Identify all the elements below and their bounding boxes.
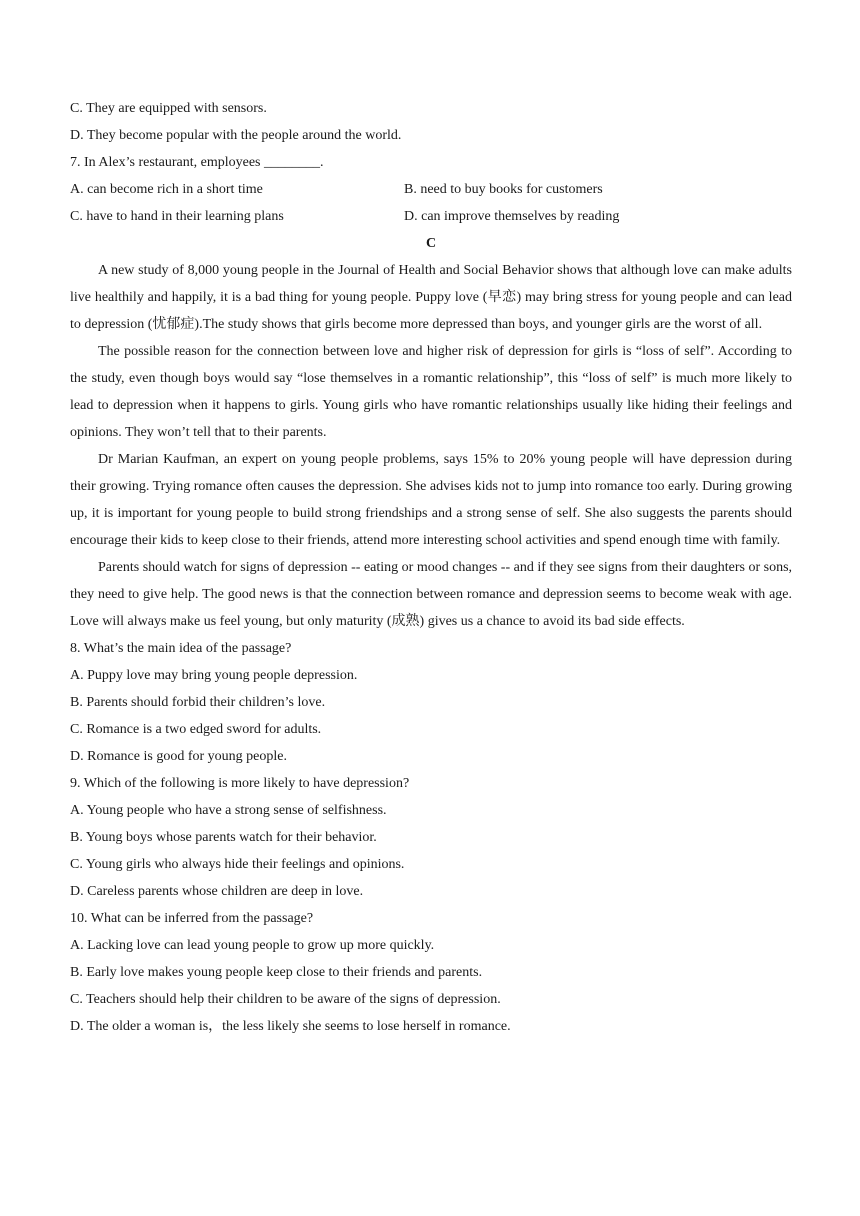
q7-option-c: C. have to hand in their learning plans <box>70 209 284 224</box>
q8-option-b: B. Parents should forbid their children’s love. <box>70 695 326 710</box>
section-c-heading: C <box>425 236 437 251</box>
q9-option-a: A. Young people who have a strong sense of selfishness. <box>70 803 387 818</box>
document-page <box>70 95 792 1040</box>
passage-paragraph-1: A new study of 8,000 young people in the Journal of Health and Social Behavior shows that although love can make adults live healthily and happily, it is a bad thing for young people. Puppy love (早恋) may bring stress for young people and can lead to depression (忧郁症).The study shows that girls become more depressed than boys, and younger girls are the worst of all. <box>70 263 792 332</box>
q7-option-a: A. can become rich in a short time <box>70 182 263 197</box>
q10-option-a: A. Lacking love can lead young people to grow up more quickly. <box>70 938 435 953</box>
q7-question: 7. In Alex’s restaurant, employees ________. <box>70 155 324 170</box>
q9-question: 9. Which of the following is more likely to have depression? <box>70 776 410 791</box>
q6-option-c: C. They are equipped with sensors. <box>70 101 267 116</box>
q8-option-d: D. Romance is good for young people. <box>70 749 287 764</box>
q8-option-a: A. Puppy love may bring young people depression. <box>70 668 358 683</box>
q9-option-b: B. Young boys whose parents watch for their behavior. <box>70 830 377 845</box>
q10-question: 10. What can be inferred from the passage? <box>70 911 314 926</box>
q7-options-row-1 <box>70 176 792 203</box>
q9-option-d: D. Careless parents whose children are deep in love. <box>70 884 364 899</box>
passage-paragraph-3: Dr Marian Kaufman, an expert on young people problems, says 15% to 20% young people will have depression during their growing. Trying romance often causes the depression. She advises kids not to jump into romance too early. During growing up, it is important for young people to build strong friendships and a strong sense of self. She also suggests the parents should encourage their kids to keep close to their friends, attend more interesting school activities and spend enough time with family. <box>70 452 792 548</box>
q10-option-b: B. Early love makes young people keep close to their friends and parents. <box>70 965 483 980</box>
q8-question: 8. What’s the main idea of the passage? <box>70 641 292 656</box>
q9-option-c: C. Young girls who always hide their feelings and opinions. <box>70 857 405 872</box>
q6-option-d: D. They become popular with the people around the world. <box>70 128 402 143</box>
passage-paragraph-4: Parents should watch for signs of depression -- eating or mood changes -- and if they see signs from their daughters or sons, they need to give help. The good news is that the connection between romance and depression seems to become weak with age. Love will always make us feel young, but only maturity (成熟) gives us a chance to avoid its bad side effects. <box>70 560 793 629</box>
q7-option-b: B. need to buy books for customers <box>404 182 603 197</box>
q10-option-d: D. The older a woman is，the less likely she seems to lose herself in romance. <box>70 1019 511 1034</box>
q8-option-c: C. Romance is a two edged sword for adults. <box>70 722 322 737</box>
q7-options-row-2 <box>70 203 792 230</box>
q10-option-c: C. Teachers should help their children to be aware of the signs of depression. <box>70 992 501 1007</box>
q7-option-d: D. can improve themselves by reading <box>404 209 620 224</box>
passage-paragraph-2: The possible reason for the connection between love and higher risk of depression for girls is “loss of self”. According to the study, even though boys would say “lose themselves in a romantic relationship”, this “loss of self” is much more likely to lead to depression when it happens to girls. Young girls who have romantic relationships usually like hiding their feelings and opinions. They won’t tell that to their parents. <box>70 344 792 440</box>
